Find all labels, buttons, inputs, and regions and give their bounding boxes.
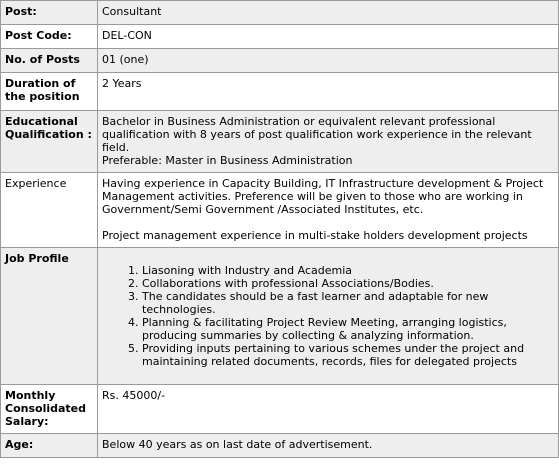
duration-value: 2 Years: [98, 73, 559, 111]
qualification-required: Bachelor in Business Administration or equivalent relevant professional qualification with 8 years of post qualification work experience in the relevant field.: [102, 115, 532, 154]
experience-paragraph: Having experience in Capacity Building, IT Infrastructure development & Project Management activities. Preference will be given to those who are working in Government/Semi Government /Associated Institutes, etc.: [102, 177, 544, 216]
list-item: 3. The candidates should be a fast learner and adaptable for new technologies.: [142, 290, 554, 316]
experience-projects: Project management experience in multi-stake holders development projects: [102, 229, 528, 242]
age-label: Age:: [1, 434, 98, 458]
experience-row: [1, 173, 559, 248]
job-profile-value: [98, 248, 559, 385]
qualification-value: [98, 111, 559, 173]
duration-row: [1, 73, 559, 111]
list-item: 2. Collaborations with professional Associations/Bodies.: [142, 277, 554, 290]
experience-label: Experience: [1, 173, 98, 248]
no-of-posts-value: 01 (one): [98, 49, 559, 73]
list-item: 1. Liasoning with Industry and Academia: [142, 264, 554, 277]
qualification-preferable: Preferable: Master in Business Administration: [102, 154, 353, 167]
no-of-posts-label: No. of Posts: [1, 49, 98, 73]
experience-value: [98, 173, 559, 248]
list-item: 4. Planning & facilitating Project Review Meeting, arranging logistics, producing summaries by collecting & analyzing information.: [142, 316, 554, 342]
post-value: Consultant: [98, 1, 559, 25]
post-row: [1, 1, 559, 25]
salary-row: [1, 385, 559, 434]
job-profile-label: Job Profile: [1, 248, 98, 385]
paragraph-spacer: [102, 216, 554, 229]
list-item: 5. Providing inputs pertaining to various schemes under the project and maintaining related documents, records, files for delegated projects: [142, 342, 554, 368]
age-value: Below 40 years as on last date of advertisement.: [98, 434, 559, 458]
age-row: [1, 434, 559, 458]
post-label: Post:: [1, 1, 98, 25]
post-code-value: DEL-CON: [98, 25, 559, 49]
salary-value: Rs. 45000/-: [98, 385, 559, 434]
post-code-row: [1, 25, 559, 49]
salary-label: Monthly Consolidated Salary:: [1, 385, 98, 434]
post-code-label: Post Code:: [1, 25, 98, 49]
duration-label: Duration of the position: [1, 73, 98, 111]
job-profile-row: [1, 248, 559, 385]
no-of-posts-row: [1, 49, 559, 73]
job-profile-list: [102, 264, 554, 368]
qualification-row: [1, 111, 559, 173]
qualification-label: Educational Qualification :: [1, 111, 98, 173]
